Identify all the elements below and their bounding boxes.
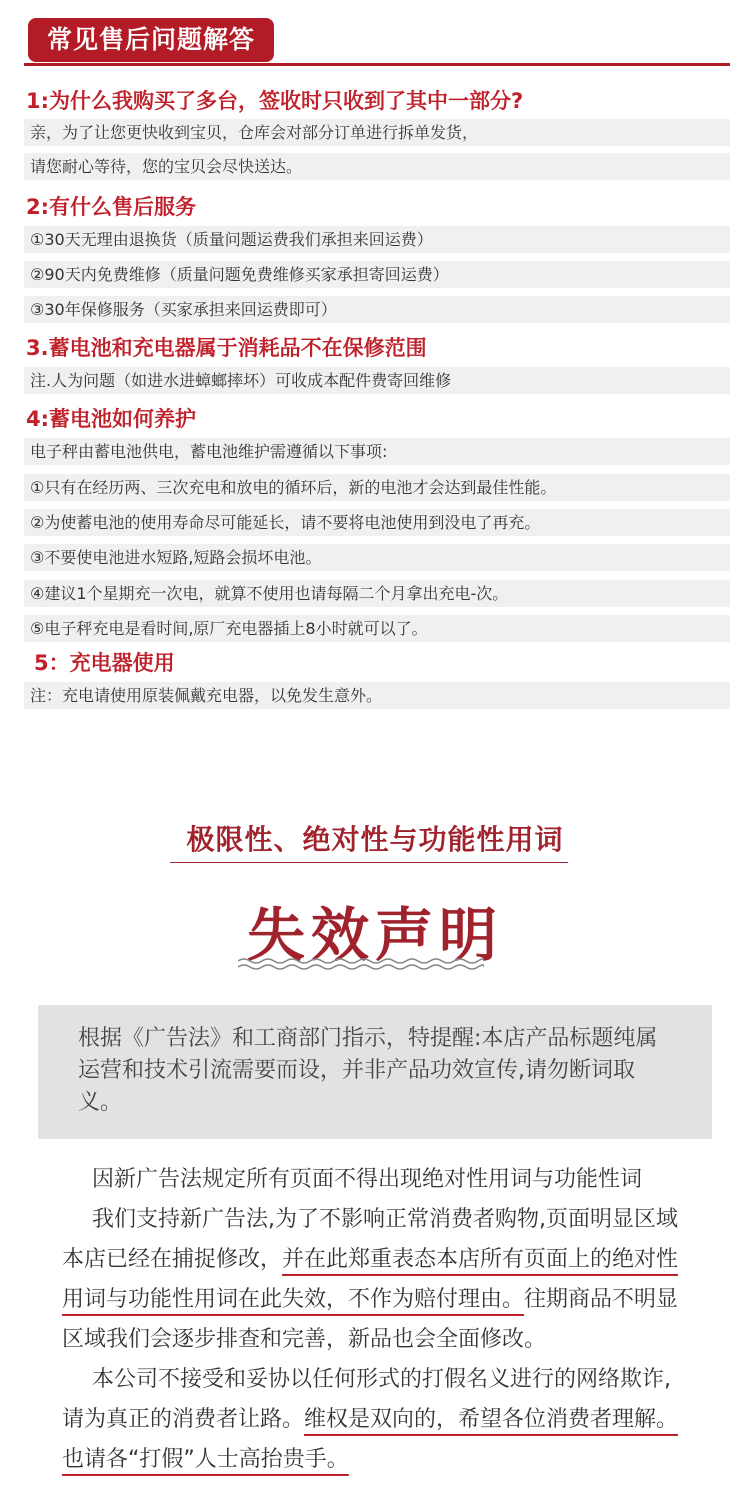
declaration-title: 失效声明 — [246, 901, 503, 969]
declaration-subtitle: 极限性、绝对性与功能性用词 — [186, 823, 564, 856]
underlined-statement: 维权是双向的，希望各位消费者理解。 — [304, 1407, 679, 1432]
faq-header-divider — [24, 63, 730, 66]
underlined-statement: 也请各“打假”人士高抬贵手。 — [62, 1447, 349, 1472]
notice-text: 根据《广告法》和工商部门指示，特提醒:本店产品标题纯属运营和技术引流需要而设，并非产品功效宣传,请勿断词取义。 — [78, 1026, 658, 1115]
faq-question-2: 2:有什么售后服务 — [26, 195, 197, 219]
notice-box — [38, 1005, 712, 1139]
faq-answer-row: ①30天无理由退换货（质量问题运费我们承担来回运费） — [24, 226, 730, 254]
faq-header: 常见售后问题解答 — [28, 18, 274, 62]
subtitle-rule — [170, 862, 568, 863]
wave-ornament — [238, 956, 484, 972]
faq-answer-row: ⑤电子秤充电是看时间,原厂充电器插上8小时就可以了。 — [24, 615, 730, 643]
faq-answer-row: ②为使蓄电池的使用寿命尽可能延长，请不要将电池使用到没电了再充。 — [24, 509, 730, 537]
body-paragraph-3: 本公司不接受和妥协以任何形式的打假名义进行的网络欺诈,请为真正的消费者让路。维权是双向的，希望各位消费者理解。也请各“打假”人士高抬贵手。 — [62, 1367, 679, 1472]
faq-answer-row: 亲，为了让您更快收到宝贝，仓库会对部分订单进行拆单发货， — [24, 119, 730, 147]
faq-question-4: 4:蓄电池如何养护 — [26, 407, 197, 431]
faq-answer-row: 注：充电请使用原装佩戴充电器，以免发生意外。 — [24, 682, 730, 710]
faq-answer-row: 注.人为问题（如进水进蟑螂摔坏）可收成本配件费寄回维修 — [24, 367, 730, 395]
faq-question-3: 3.蓄电池和充电器属于消耗品不在保修范围 — [26, 336, 427, 360]
faq-question-5: 5：充电器使用 — [34, 651, 175, 675]
faq-answer-row: ①只有在经历两、三次充电和放电的循环后，新的电池才会达到最佳性能。 — [24, 474, 730, 502]
declaration-body — [62, 1160, 692, 1480]
faq-answer-row: ③30年保修服务（买家承担来回运费即可） — [24, 296, 730, 324]
underlined-statement: 并在此郑重表态本店所有页面上的绝对性用词与功能性用词在此失效，不作为赔付理由。 — [62, 1247, 679, 1312]
faq-answer-row: ③不要使电池进水短路,短路会损坏电池。 — [24, 544, 730, 572]
faq-answer-row: 电子秤由蓄电池供电，蓄电池维护需遵循以下事项: — [24, 438, 730, 466]
body-paragraph-1: 因新广告法规定所有页面不得出现绝对性用词与功能性词 — [92, 1167, 643, 1192]
body-paragraph-2: 我们支持新广告法,为了不影响正常消费者购物,页面明显区域本店已经在捕捉修改，并在此郑重表态本店所有页面上的绝对性用词与功能性用词在此失效，不作为赔付理由。往期商品不明显区域我们会逐步排查和完善，新品也会全面修改。 — [62, 1207, 679, 1352]
faq-answer-row: ②90天内免费维修（质量问题免费维修买家承担寄回运费） — [24, 261, 730, 289]
faq-answer-row: 请您耐心等待，您的宝贝会尽快送达。 — [24, 153, 730, 181]
faq-question-1: 1:为什么我购买了多台，签收时只收到了其中一部分? — [26, 89, 524, 113]
faq-answer-row: ④建议1个星期充一次电，就算不使用也请每隔二个月拿出充电-次。 — [24, 580, 730, 608]
